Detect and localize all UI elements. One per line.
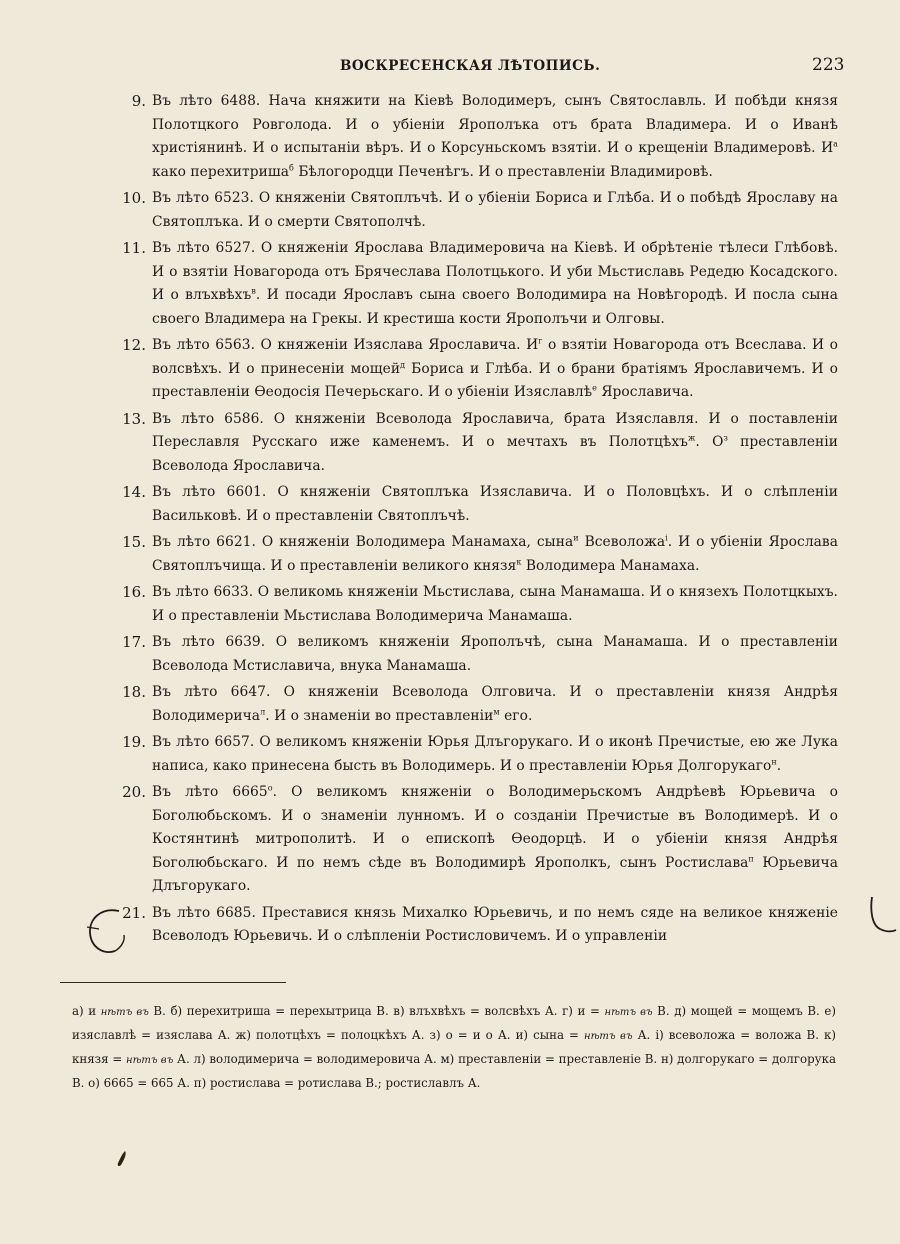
entry-text — [152, 90, 838, 184]
entry-text-segment: Въ лѣто 6665 — [152, 784, 268, 800]
footnote-marker: и — [573, 533, 579, 543]
entry-item — [108, 581, 838, 628]
footnote-marker: з — [723, 433, 728, 443]
entry-text — [152, 237, 838, 331]
footnote-marker: ж — [687, 433, 696, 443]
entry-item — [108, 902, 838, 949]
footnote-marker: п — [748, 853, 754, 863]
entry-text-segment: . И посади Ярославъ сына своего Володимира на Новѣгородѣ. И посла сына своего Владимера на Грекы. И крестиша кости Ярополъчи и Олговы. — [152, 287, 838, 327]
entry-text-segment: Въ лѣто 6647. О княженіи Всеволода Олговича. И о преставленіи князя Андрѣя Володимерича — [152, 684, 838, 724]
footnote-marker: л — [260, 706, 266, 716]
entry-text — [152, 581, 838, 628]
footnote-marker: к — [516, 556, 522, 566]
entry-number: 10. — [122, 189, 146, 207]
entry-text-segment: како перехитриша — [152, 163, 290, 180]
footnote-marker: д — [400, 359, 406, 369]
entry-text — [152, 902, 838, 949]
entry-number: 9. — [131, 92, 146, 110]
entry-item — [108, 781, 838, 899]
entry-number: 18. — [122, 683, 146, 701]
entry-number: 19. — [122, 733, 146, 751]
footnote-italic-note: нѣтъ въ — [584, 1031, 633, 1042]
entry-text — [152, 334, 838, 405]
ink-blot-icon — [116, 1150, 128, 1168]
entry-text — [152, 681, 838, 728]
entry-text — [152, 631, 838, 678]
entry-item — [108, 631, 838, 678]
footnote-italic-note: нѣтъ въ — [100, 1007, 149, 1018]
entry-text-segment: Въ лѣто 6639. О великомъ княженіи Ярополъчѣ, сына Манамаша. И о преставленіи Всеволода Мстиславича, внука Манамаша. — [152, 634, 838, 674]
entry-text-segment: его. — [499, 707, 533, 724]
footnote-text-segment: А. і) всеволожа = воложа В. к) князя = — [72, 1028, 836, 1066]
entry-list — [108, 90, 838, 952]
footnote-marker: г — [538, 336, 543, 346]
bracket-mark-icon — [868, 895, 898, 937]
entry-text-segment: Ярославича. — [596, 384, 694, 400]
entry-text-segment: Въ лѣто 6601. О княженіи Святоплъка Изяславича. И о Половцѣхъ. И о слѣпленіи Васильковѣ. И о преставленіи Святоплъчѣ. — [152, 484, 838, 524]
entry-text-segment: Въ лѣто 6621. О княженіи Володимера Манамаха, сына — [152, 534, 574, 550]
footnote-text-segment: а) и — [72, 1004, 101, 1018]
entry-number: 15. — [122, 533, 146, 551]
entry-text-segment: Въ лѣто 6563. О княженіи Изяслава Ярославича. И — [152, 337, 539, 353]
entry-text-segment: Въ лѣто 6523. О княженіи Святоплъчѣ. И о убіеніи Бориса и Глѣба. И о побѣдѣ Ярославу на Святоплъка. И о смерти Святополчѣ. — [152, 190, 838, 230]
entry-number: 14. — [122, 483, 146, 501]
footnote-marker: е — [592, 383, 597, 393]
footnote-text-segment: В. б) перехитриша = перехытрица В. в) влъхвѣхъ = волсвѣхъ А. г) и = — [148, 1004, 605, 1018]
entry-item — [108, 187, 838, 234]
footnote-text-segment: А. л) володимерича = володимеровича А. м) преставленіи = преставленіе В. н) долгорукаго = долгорука В. о) 6665 = 665 А. п) ростислава = ротислава В.; ростиславлъ А. — [72, 1052, 836, 1090]
entry-item — [108, 731, 838, 778]
entry-number: 21. — [122, 903, 146, 922]
footnote-rule — [60, 982, 286, 983]
entry-text-segment: о взятіи Новагорода отъ Всеслава. И о волсвѣхъ. И о принесеніи мощей — [152, 337, 838, 377]
footnote-marker: і — [665, 533, 668, 543]
entry-text-segment: Бориса и Глѣба. И о брани братіямъ Ярославичемъ. И о преставленіи Ѳеодосія Печерьскаго. И о убіеніи Изяславлѣ — [152, 360, 838, 400]
entry-number: 11. — [122, 239, 146, 257]
handwritten-circle-mark-icon — [85, 905, 129, 957]
entry-text-segment: . — [776, 757, 782, 774]
page-number: 223 — [812, 55, 845, 75]
entry-text-segment: Въ лѣто 6633. О великомь княженіи Мьстислава, сына Манамаша. И о князехъ Полотцкыхъ. И о преставленіи Мьстислава Володимерича Манамаша. — [152, 584, 838, 624]
entry-item — [108, 334, 838, 405]
entry-item — [108, 237, 838, 331]
entry-item — [108, 531, 838, 578]
entry-text-segment: . И о знаменіи во преставленіи — [265, 707, 494, 724]
entry-text — [152, 531, 838, 578]
entry-item — [108, 408, 838, 479]
footnote-marker: н — [771, 756, 777, 766]
footnote-marker: а — [833, 139, 838, 149]
entry-text — [152, 187, 838, 234]
entry-text-segment: Въ лѣто 6527. О княженіи Ярослава Владимеровича на Кіевѣ. И обрѣтеніе тѣлеси Глѣбовѣ. И о взятіи Новагорода отъ Брячеслава Полотцького. И уби Мьстиславь Редедю Косадского. И о влъхвѣхъ — [152, 240, 838, 303]
entry-text — [152, 481, 838, 528]
entry-item — [108, 90, 838, 184]
footnote-italic-note: нѣтъ въ — [604, 1007, 653, 1018]
entry-item — [108, 481, 838, 528]
footnote-marker: м — [493, 706, 500, 716]
entry-number: 13. — [122, 409, 146, 428]
entry-number: 20. — [122, 783, 146, 801]
entry-number: 17. — [122, 633, 146, 651]
footnote-italic-note: нѣтъ въ — [126, 1055, 174, 1066]
footnotes — [72, 1000, 836, 1094]
entry-text-segment: преставленіи Всеволода Ярославича. — [152, 434, 838, 474]
entry-text — [152, 731, 838, 778]
entry-text — [152, 781, 838, 899]
entry-text-segment: Въ лѣто 6685. Преставися князь Михалко Юрьевичь, и по немъ сяде на великое княженіе Всеволодъ Юрьевичь. И о слѣпленіи Ростисловичемъ. И о управленіи — [152, 904, 838, 944]
entry-text-segment: Юрьевича Длъгорукаго. — [152, 854, 838, 894]
footnote-marker: о — [267, 783, 273, 793]
entry-text-segment: Въ лѣто 6657. О великомъ княженіи Юрья Длъгорукаго. И о иконѣ Пречистые, ею же Лука написа, како принесена бысть въ Володимерь. И о преставленіи Юрья Долгорукаго — [152, 734, 838, 774]
entry-text-segment: . О великомъ княженіи о Володимерьскомъ Андрѣевѣ Юрьевича о Боголюбьскомъ. И о знаменіи лунномъ. И о созданіи Пречистые въ Володимерѣ. И о Костянтинѣ митрополитѣ. И о епископѣ Ѳеодорцѣ. И о убіеніи князя Андрѣя Боголюбьскаго. И по немъ сѣде въ Володимирѣ Ярополкъ, сынъ Ростислава — [152, 784, 838, 871]
entry-text-segment: Бѣлогородци Печенѣгъ. И о преставленіи Владимировѣ. — [293, 163, 713, 180]
entry-text-segment: Всеволожа — [578, 534, 666, 550]
entry-text-segment: . О — [695, 434, 724, 450]
entry-text-segment: Въ лѣто 6586. О княженіи Всеволода Ярославича, брата Изяславля. И о поставленіи Переславля Русскаго иже каменемъ. И о мечтахъ въ Полотцѣхъ — [152, 410, 838, 450]
entry-item — [108, 681, 838, 728]
entry-number: 16. — [122, 583, 146, 601]
entry-text-segment: . И о убіеніи Ярослава Святоплъчища. И о преставленіи великого князя — [152, 534, 838, 574]
footnote-text-segment: В. д) мощей = мощемъ В. е) изяславлѣ = изяслава А. ж) полотцѣхъ = полоцкѣхъ А. з) о = и о А. и) сына = — [72, 1004, 837, 1042]
running-title: ВОСКРЕСЕНСКАЯ ЛѢТОПИСЬ. — [340, 58, 601, 74]
footnote-marker: б — [289, 162, 294, 172]
entry-text-segment: Володимера Манамаха. — [521, 557, 700, 574]
footnote-marker: в — [251, 286, 256, 296]
entry-number: 12. — [122, 336, 146, 354]
entry-text-segment: Въ лѣто 6488. Нача княжити на Кіевѣ Володимеръ, сынъ Святославль. И побѣди князя Полотцкого Ровголода. И о убіеніи Ярополъка отъ брата Владимера. И о Иванѣ христіянинѣ. И о испытаніи вѣръ. И о Корсуньскомъ взятіи. И о крещеніи Владимеровѣ. И — [152, 93, 838, 156]
entry-text — [152, 408, 838, 479]
